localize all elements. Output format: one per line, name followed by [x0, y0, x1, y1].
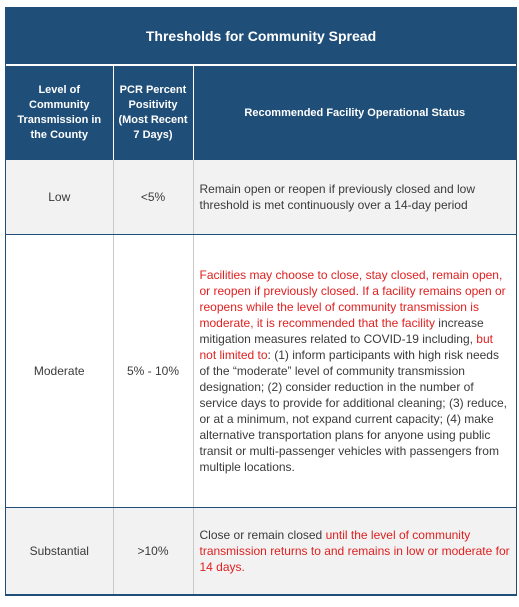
status-text: : (1) inform participants with high risk needs of the “moderate” level of community transmission designation; (2) consider reduction in the number of service days to provide for additional cleaning; (3) reduce, or at a minimum, not expand current capacity; (4) make alternative transportation plans for anyone using public transit or multi-passenger vehicles with passengers from multiple locations.: [199, 347, 507, 474]
status-text: increase mitigation measures related to COVID-19 including,: [199, 315, 484, 346]
cell-positivity: >10%: [113, 507, 193, 594]
header-status: Recommended Facility Operational Status: [193, 66, 516, 160]
status-text-highlight: but not limited to: [199, 331, 493, 362]
row-substantial: [6, 507, 516, 594]
cell-positivity: <5%: [113, 160, 193, 234]
cell-status: [193, 160, 516, 234]
cell-status: [193, 234, 516, 507]
cell-level: Moderate: [6, 234, 113, 507]
status-text: Remain open or reopen if previously closed and low threshold is met continuously over a 14-day period: [199, 181, 475, 212]
status-text-highlight: until the level of community transmission returns to and remains in low or moderate for 14 days.: [199, 527, 510, 574]
header-row: [6, 66, 516, 160]
header-positivity: PCR Percent Positivity (Most Recent 7 Days): [113, 66, 193, 160]
cell-status: [193, 507, 516, 594]
thresholds-table-container: [5, 7, 517, 596]
cell-level: Low: [6, 160, 113, 234]
status-text-highlight: Facilities may choose to close, stay closed, remain open, or reopen if previously closed. If a facility remains open or reopens while the level of community transmission is moderate, it is recommended that the facility: [199, 267, 506, 330]
table-title: Thresholds for Community Spread: [6, 8, 516, 66]
cell-positivity: 5% - 10%: [113, 234, 193, 507]
row-low: [6, 160, 516, 234]
row-moderate: [6, 234, 516, 507]
cell-level: Substantial: [6, 507, 113, 594]
header-level: Level of Community Transmission in the County: [6, 66, 113, 160]
thresholds-table: [6, 66, 516, 595]
status-text: Close or remain closed: [199, 527, 326, 542]
